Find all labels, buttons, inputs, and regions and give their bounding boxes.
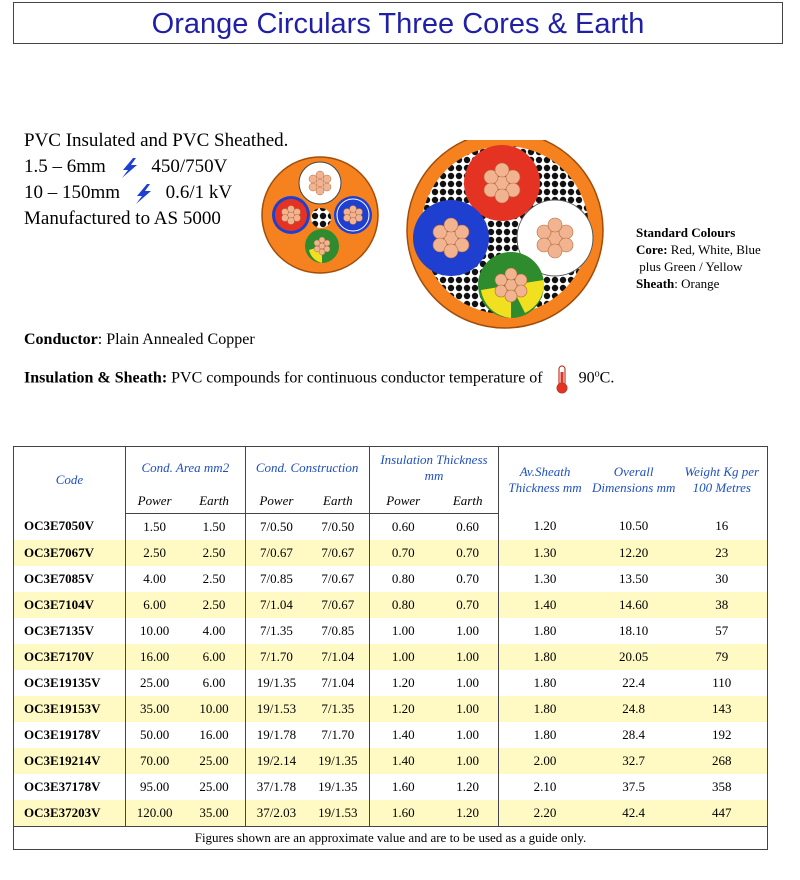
standard-colours-heading: Standard Colours (636, 225, 736, 240)
table-cell: 7/0.85 (245, 566, 307, 592)
table-cell: 6.00 (183, 644, 245, 670)
table-cell: 2.00 (499, 748, 591, 774)
table-cell: 6.00 (125, 592, 183, 618)
table-cell: 0.80 (369, 592, 437, 618)
table-cell: 0.60 (369, 513, 437, 540)
table-cell: 1.00 (437, 748, 499, 774)
table-cell: 30 (715, 570, 729, 586)
table-cell: 7/1.70 (245, 644, 307, 670)
cable-code-cell: OC3E7170V (14, 644, 126, 670)
table-cell: 38 (677, 592, 768, 618)
table-cell: 0.60 (456, 518, 480, 534)
table-cell: 20.05 (591, 644, 677, 670)
table-cell: 7/0.67 (307, 592, 369, 618)
standard-colours: Standard Colours Core: Red, White, Blue plus Green / Yellow Sheath: Orange (636, 225, 761, 291)
header-cond-construction: Cond. Construction (245, 447, 369, 489)
table-cell: 1.80 (499, 722, 591, 748)
table-cell: 2.10 (499, 774, 591, 800)
cable-code-cell: OC3E37203V (14, 800, 126, 827)
table-cell: 1.80 (499, 618, 591, 644)
cable-code-cell: OC3E7085V (24, 570, 95, 586)
table-cell: 1.30 (499, 540, 591, 566)
intro-line-2: 1.5 – 6mm 450/750V (24, 156, 228, 177)
table-cell: 0.70 (456, 570, 480, 586)
cable-code-cell: OC3E19178V (24, 726, 101, 742)
table-cell: 7/1.04 (245, 592, 307, 618)
table-cell: 0.70 (437, 592, 499, 618)
cable-cross-section-diagram (255, 140, 615, 330)
table-cell: 7/0.50 (245, 513, 307, 540)
table-row (14, 774, 768, 800)
header-overall-dimensions: Overall Dimensions mm (591, 464, 676, 495)
table-cell: 32.7 (591, 748, 677, 774)
header-earth: Earth (183, 489, 245, 514)
table-cell: 0.80 (369, 566, 437, 592)
table-footnote: Figures shown are an approximate value and are to be used as a guide only. (14, 826, 768, 849)
table-cell: 42.4 (591, 800, 677, 827)
table-cell: 13.50 (619, 570, 649, 586)
table-cell: 37.5 (622, 778, 646, 794)
table-cell: 1.00 (456, 726, 480, 742)
table-cell: 7/1.04 (321, 674, 355, 690)
table-cell: 12.20 (591, 540, 677, 566)
table-cell: 1.80 (499, 670, 591, 696)
table-cell: 19/1.78 (245, 722, 307, 748)
table-cell: 110 (712, 674, 732, 690)
table-cell: 7/0.67 (321, 570, 355, 586)
table-cell: 2.50 (183, 592, 245, 618)
table-cell: 1.00 (437, 696, 499, 722)
table-cell: 19/1.53 (245, 696, 307, 722)
table-cell: 1.80 (499, 644, 591, 670)
table-cell: 6.00 (202, 674, 226, 690)
table-cell: 120.00 (125, 800, 183, 827)
table-cell: 1.60 (369, 800, 437, 827)
table-cell: 1.00 (456, 622, 480, 638)
header-code: Code (55, 472, 84, 487)
table-cell: 19/2.14 (245, 748, 307, 774)
table-cell: 2.20 (499, 800, 591, 827)
table-cell: 2.50 (183, 540, 245, 566)
table-cell: 143 (677, 696, 768, 722)
table-cell: 2.50 (202, 570, 226, 586)
table-cell: 1.00 (369, 644, 437, 670)
table-cell: 2.50 (125, 540, 183, 566)
page-title: Orange Circulars Three Cores & Earth (151, 8, 645, 40)
cable-code-cell: OC3E7135V (24, 622, 95, 638)
table-cell: 23 (677, 540, 768, 566)
table-cell: 1.40 (499, 592, 591, 618)
table-cell: 447 (677, 800, 768, 827)
table-cell: 1.50 (202, 518, 226, 534)
table-row (14, 722, 768, 748)
header-sheath-thickness: Av.Sheath Thickness mm (499, 447, 591, 514)
table-cell: 19/1.53 (307, 800, 369, 827)
table-row (14, 800, 768, 827)
table-row (14, 696, 768, 722)
table-cell: 57 (715, 622, 729, 638)
header-power: Power (369, 489, 437, 514)
table-cell: 24.8 (591, 696, 677, 722)
table-cell: 25.00 (183, 748, 245, 774)
table-cell: 7/0.67 (307, 540, 369, 566)
table-cell: 1.60 (369, 774, 437, 800)
table-cell: 7/0.50 (321, 518, 355, 534)
table-cell: 0.70 (437, 540, 499, 566)
table-cell: 7/0.85 (321, 622, 355, 638)
cable-code-cell: OC3E19214V (14, 748, 126, 774)
lightning-bolt-icon (131, 183, 155, 205)
header-power: Power (245, 489, 307, 514)
header-earth: Earth (437, 489, 499, 514)
thermometer-icon (555, 364, 569, 394)
intro-line-4: Manufactured to AS 5000 (24, 208, 221, 229)
small-cable-icon (262, 157, 378, 273)
table-cell: 18.10 (619, 622, 649, 638)
table-row (14, 644, 768, 670)
insulation-line: Insulation & Sheath: PVC compounds for continuous conductor temperature of 90$^o$C. (24, 364, 614, 394)
table-cell: 16 (715, 518, 729, 534)
table-cell: 1.20 (369, 696, 437, 722)
header-cond-area: Cond. Area mm2 (125, 447, 245, 489)
table-cell: 19/1.35 (245, 670, 307, 696)
table-cell: 79 (677, 644, 768, 670)
table-cell: 70.00 (125, 748, 183, 774)
table-cell: 1.20 (499, 513, 591, 540)
conductor-line: Conductor: Plain Annealed Copper (24, 331, 255, 348)
table-cell: 1.30 (499, 566, 591, 592)
header-weight: Weight Kg per 100 Metres (684, 464, 760, 495)
table-cell: 10.00 (183, 696, 245, 722)
table-cell: 0.70 (369, 540, 437, 566)
table-cell: 1.50 (125, 513, 183, 540)
table-cell: 16.00 (125, 644, 183, 670)
table-cell: 1.20 (369, 670, 437, 696)
lightning-bolt-icon (117, 157, 141, 179)
cable-code-cell: OC3E7067V (14, 540, 126, 566)
cable-code-cell: OC3E19135V (24, 674, 101, 690)
cable-code-cell: OC3E7050V (24, 518, 95, 534)
table-cell: 37/2.03 (245, 800, 307, 827)
table-cell: 10.50 (619, 518, 649, 534)
table-cell: 37/1.78 (245, 774, 307, 800)
table-cell: 268 (677, 748, 768, 774)
title-box (13, 2, 783, 44)
table-cell: 35.00 (125, 696, 183, 722)
intro-line-1: PVC Insulated and PVC Sheathed. (24, 130, 289, 151)
table-cell: 4.00 (202, 622, 226, 638)
table-cell: 28.4 (622, 726, 646, 742)
table-cell: 1.00 (437, 644, 499, 670)
large-cable-icon (407, 140, 603, 328)
table-row (14, 513, 768, 540)
table-cell: 7/1.04 (307, 644, 369, 670)
table-cell: 192 (712, 726, 732, 742)
table-row (14, 748, 768, 774)
table-cell: 19/1.35 (318, 778, 358, 794)
table-cell: 1.40 (369, 748, 437, 774)
header-earth: Earth (307, 489, 369, 514)
table-cell: 16.00 (199, 726, 229, 742)
table-cell: 19/1.35 (307, 748, 369, 774)
table-row (14, 592, 768, 618)
table-cell: 25.00 (125, 670, 183, 696)
intro-line-3: 10 – 150mm 0.6/1 kV (24, 182, 233, 203)
table-cell: 358 (712, 778, 732, 794)
table-cell: 35.00 (183, 800, 245, 827)
table-cell: 1.00 (369, 618, 437, 644)
table-cell: 7/1.35 (245, 618, 307, 644)
cable-code-cell: OC3E19153V (14, 696, 126, 722)
table-cell: 1.00 (456, 674, 480, 690)
table-row (14, 670, 768, 696)
cable-code-cell: OC3E7104V (14, 592, 126, 618)
table-cell: 1.80 (499, 696, 591, 722)
table-cell: 1.20 (437, 800, 499, 827)
table-cell: 7/0.67 (245, 540, 307, 566)
table-row (14, 618, 768, 644)
table-cell: 22.4 (622, 674, 646, 690)
table-row (14, 540, 768, 566)
header-insulation-thickness: Insulation Thickness mm (369, 447, 499, 489)
cable-code-cell: OC3E37178V (24, 778, 101, 794)
table-cell: 14.60 (591, 592, 677, 618)
table-cell: 50.00 (125, 722, 183, 748)
table-cell: 7/1.35 (307, 696, 369, 722)
table-cell: 7/1.70 (321, 726, 355, 742)
table-cell: 10.00 (125, 618, 183, 644)
table-cell: 4.00 (125, 566, 183, 592)
intro-text (24, 128, 288, 232)
table-cell: 25.00 (199, 778, 229, 794)
cable-specifications-table (13, 446, 768, 850)
table-cell: 1.40 (369, 722, 437, 748)
header-power: Power (125, 489, 183, 514)
table-cell: 95.00 (125, 774, 183, 800)
table-cell: 1.20 (456, 778, 480, 794)
table-row (14, 566, 768, 592)
